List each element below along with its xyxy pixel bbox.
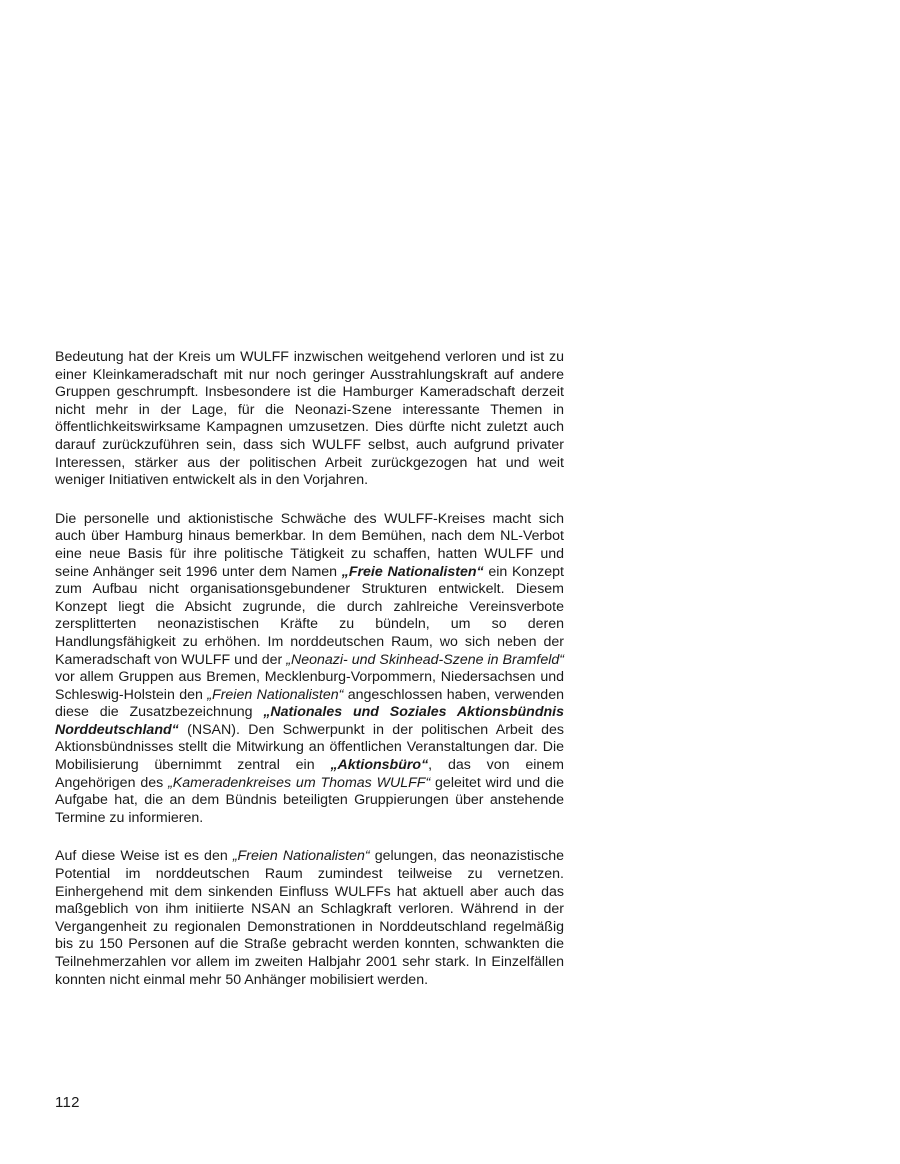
emphasis-nsan: „Nationales und Soziales Aktionsbündnis Norddeutschland“ [55,704,565,738]
emphasis-freien-nationalisten: „Freien Nationalisten“ [207,686,344,703]
emphasis-neonazi-skinhead-szene: „Neonazi- und Skinhead-Szene in Bramfeld“ [286,651,565,668]
text-run: gelungen, das neonazistische Potential im norddeutschen Raum zumindest teilweise zu vernetzen. Einhergehend mit dem sinkenden Einfluss WULFFs hat aktuell aber auch das maßgeblich von ihm initiierte NSAN an Schlagkraft verloren. Während in der Vergangenheit zu regionalen Demonstrationen in Norddeutschland regelmäßig bis zu 150 Personen auf die Straße gebracht werden konnten, schwankten die Teilnehmerzahlen vor allem im zweiten Halbjahr 2001 sehr stark. In Einzelfällen konnten nicht einmal mehr 50 Anhänger mobilisiert werden. [55,848,564,988]
paragraph-2 [55,511,564,828]
text-run: geleitet wird und die Aufgabe hat, die an dem Bündnis beteiligten Gruppierungen über anstehende Termine zu informieren. [55,774,564,826]
text-run: Die personelle und aktionistische Schwäche des WULFF-Kreises macht sich auch über Hamburg hinaus bemerkbar. In dem Bemühen, nach dem NL-Verbot eine neue Basis für ihre politische Tätigkeit zu schaffen, hatten WULFF und seine Anhänger seit 1996 unter dem Namen [55,510,564,580]
paragraph-3 [55,848,564,989]
emphasis-freien-nationalisten: „Freien Nationalisten“ [232,848,370,865]
paragraph-1 [55,349,564,490]
body-text [55,349,564,989]
text-run: Bedeutung hat der Kreis um WULFF inzwischen weitgehend verloren und ist zu einer Kleinkameradschaft mit nur noch geringer Ausstrahlungskraft auf andere Gruppen geschrumpft. Insbesondere ist die Hamburger Kameradschaft derzeit nicht mehr in der Lage, für die Neonazi-Szene interessante Themen in öffentlichkeitswirksame Kampagnen umzusetzen. Dies dürfte nicht zuletzt auch darauf zurückzuführen sein, dass sich WULFF selbst, auch aufgrund privater Interessen, stärker aus der politischen Arbeit zurückgezogen hat und weit weniger Initiativen entwickelt als in den Vorjahren. [55,349,564,489]
emphasis-aktionsbuero: „Aktionsbüro“ [330,757,429,774]
page-number: 112 [55,1094,80,1111]
text-run: angeschlossen haben, verwenden diese die Zusatzbezeichnung [55,686,564,721]
text-run: , das von einem Angehörigen des [55,757,564,791]
emphasis-freie-nationalisten: „Freie Nationalisten“ [341,563,484,580]
text-run: ein Konzept zum Aufbau nicht organisationsgebundener Strukturen entwickelt. Diesem Konzept liegt die Absicht zugrunde, die durch zahlreiche Vereinsverbote zersplitterten neonazistischen Kräfte zu bündeln, um so deren Handlungsfähigkeit zu erhöhen. Im norddeutschen Raum, wo sich neben der Kameradschaft von WULFF und der [55,563,564,668]
text-run: Auf diese Weise ist es den [55,848,233,865]
emphasis-kameradenkreis: „Kameradenkreises um Thomas WULFF“ [168,774,431,791]
text-run: vor allem Gruppen aus Bremen, Mecklenburg-Vorpommern, Niedersachsen und Schleswig-Holstein den [55,669,564,703]
text-run: (NSAN). Den Schwerpunkt in der politischen Arbeit des Aktionsbündnisses stellt die Mitwirkung an öffentlichen Veranstaltungen dar. Die Mobilisierung übernimmt zentral ein [55,721,564,774]
